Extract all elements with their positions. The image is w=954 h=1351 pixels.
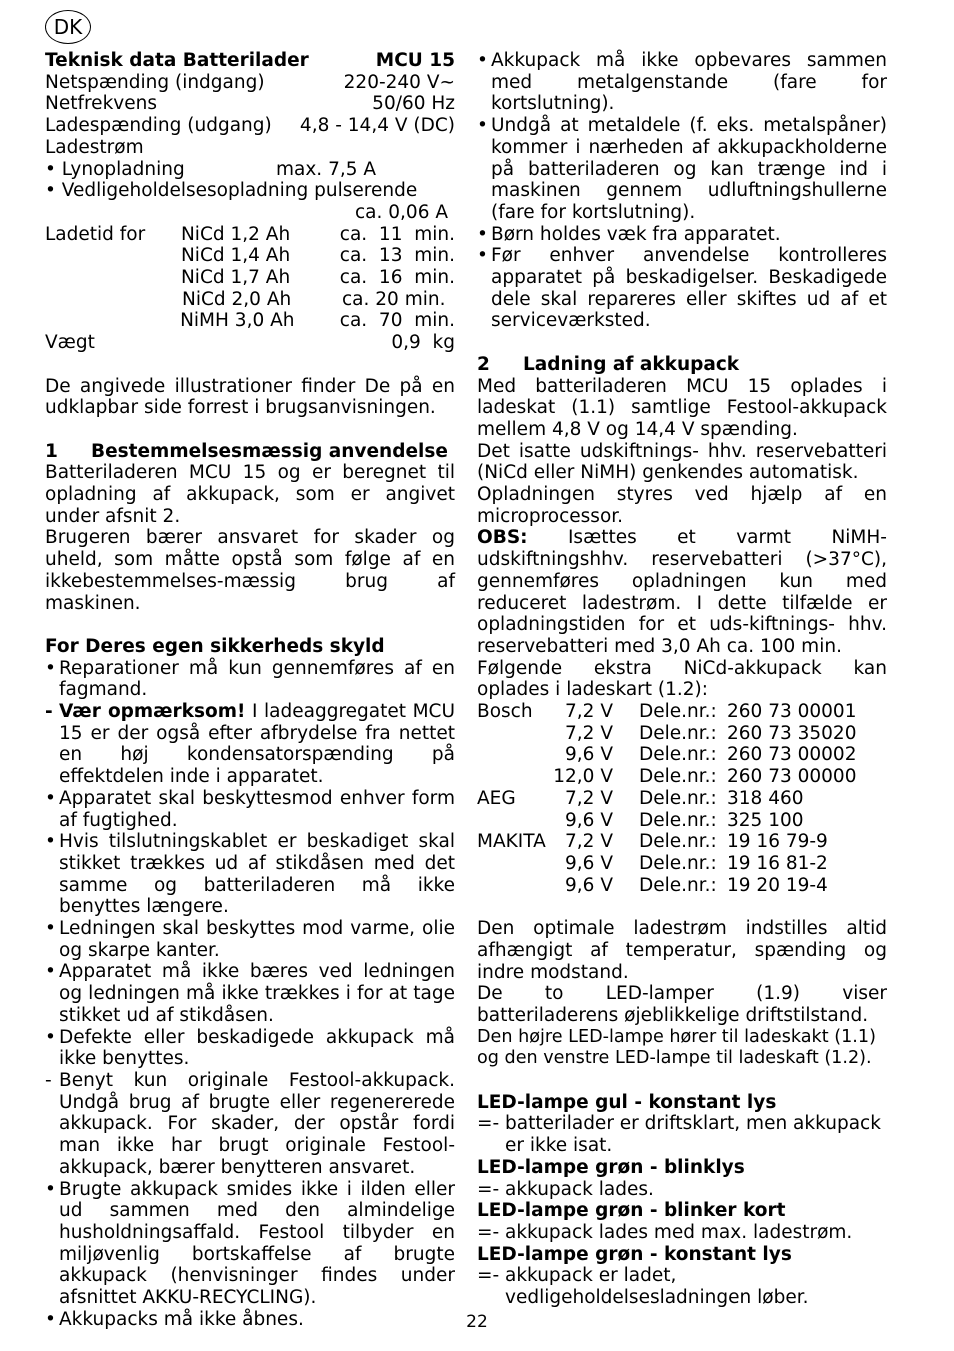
part-number: 325 100	[727, 809, 804, 831]
spec-row	[45, 137, 455, 159]
led-text: akkupack lades.	[505, 1178, 654, 1200]
obs-label: OBS:	[477, 527, 528, 549]
part-row	[477, 723, 856, 745]
safety-item: - Vær opmærksom! I ladeaggregatet MCU 15 er der også efter afbrydelse fra nettet en høj kondensatorspænding på effektdelen inde i apparatet.	[45, 701, 456, 788]
part-number: 260 73 00001	[727, 701, 857, 723]
led-text: akkupack lades med max. ladestrøm.	[505, 1221, 853, 1243]
part-row	[477, 766, 856, 788]
charge-time-label: Ladetid for	[45, 223, 146, 245]
led-description	[477, 1179, 887, 1201]
led-mark: =-	[477, 1178, 500, 1200]
charge-time-row	[45, 224, 455, 246]
safety-item: • Akkupack må ikke opbevares sammen med metalgenstande (fare for kortslutning).	[477, 50, 887, 115]
maint-charge-value: ca. 0,06 A	[355, 201, 448, 223]
obs-text: Isættes et varmt NiMH-udskiftningshhv. reservebatteri (>37°C), gennemføres opladningen kun med reduceret ladestrøm. I dette tilfælde er opladningstiden for et uds-kiftnings- hhv. reservebatteri med 3,0 Ah ca. 100 min.	[477, 527, 887, 657]
section2-paragraph: Den højre LED-lampe hører til ladeskakt (1.1) og den venstre LED-lampe til ladeskaft (1.2).	[477, 1026, 876, 1069]
part-number: 260 73 35020	[727, 722, 857, 744]
led-description	[477, 1265, 887, 1308]
spec-value: 4,8 - 14,4 V (DC)	[299, 115, 455, 137]
part-voltage: 12,0 V	[553, 766, 613, 788]
led-mark: =-	[477, 1221, 500, 1243]
led-title: LED-lampe grøn - konstant lys	[477, 1243, 792, 1265]
charge-battery: NiCd 1,2 Ah	[180, 223, 291, 245]
charge-battery: NiMH 3,0 Ah	[180, 310, 295, 332]
parts-table	[477, 701, 856, 896]
fast-charge-row	[45, 159, 455, 181]
led-description	[477, 1222, 887, 1244]
safety-item: • Apparatet skal beskyttesmod enhver form af fugtighed.	[45, 787, 455, 831]
part-brand: Bosch	[477, 701, 533, 723]
section1-title: Bestemmelsesmæssig anvendelse	[91, 440, 448, 462]
led-description	[477, 1113, 887, 1156]
safety-title: For Deres egen sikkerheds skyld	[45, 635, 385, 657]
safety-item: • Defekte eller beskadigede akkupack må ikke benyttes.	[45, 1026, 455, 1070]
safety-item: - Benyt kun originale Festool-akkupack. Undgå brug af brugte eller regenererede akkupack. For skader, der opstår fordi man ikke har brugt originale Festool-akkupack, bærer benytteren ansvaret.	[45, 1070, 455, 1178]
led-text: batterilader er driftsklart, men akkupack er ikke isat.	[505, 1113, 881, 1157]
led-text: akkupack er ladet, vedligeholdelsesladningen løber.	[505, 1265, 809, 1309]
part-voltage: 7,2 V	[565, 787, 613, 809]
weight-row	[45, 332, 455, 354]
spec-row	[45, 115, 455, 137]
part-number-label: Dele.nr.:	[639, 853, 717, 874]
part-row	[477, 788, 856, 810]
part-brand: AEG	[477, 787, 516, 809]
part-brand	[477, 723, 549, 745]
part-number-label: Dele.nr.:	[639, 831, 717, 853]
right-column	[477, 50, 887, 1309]
part-number-label: Dele.nr.:	[639, 722, 717, 744]
part-row	[477, 853, 856, 875]
section2-paragraph: Med batteriladeren MCU 15 oplades i ladeskat (1.1) samtlige Festool-akkupack mellem 4,8 V og 14,4 V spænding.	[477, 375, 887, 440]
tech-model: MCU 15	[375, 50, 455, 71]
charge-time: ca. 16 min.	[339, 267, 455, 289]
safety-item: • Akkupacks må ikke åbnes.	[45, 1308, 304, 1330]
part-voltage: 7,2 V	[565, 831, 613, 853]
spec-value: 50/60 Hz	[372, 93, 455, 115]
part-voltage: 9,6 V	[565, 809, 613, 831]
maint-charge-label: • Vedligeholdelsesopladning pulserende	[45, 180, 418, 202]
section1-number: 1	[45, 440, 58, 462]
led-title: LED-lampe grøn - blinklys	[477, 1156, 745, 1178]
tech-title: Teknisk data Batterilader	[45, 50, 309, 71]
part-brand	[477, 853, 549, 875]
charge-time: ca. 11 min.	[339, 223, 455, 245]
part-voltage: 9,6 V	[565, 874, 613, 896]
section2-paragraph: Opladningen styres ved hjælp af en microprocessor.	[477, 484, 887, 527]
section1-paragraph: Brugeren bærer ansvaret for skader og uheld, som måtte opstå som følge af en ikkebestemmelses-mæssig brug af maskinen.	[45, 527, 455, 614]
section1-paragraph: Batteriladeren MCU 15 og er beregnet til opladning af akkupack, som er angivet under afsnit 2.	[45, 462, 455, 527]
safety-item: • Børn holdes væk fra apparatet.	[477, 223, 781, 245]
part-number: 19 20 19-4	[727, 874, 828, 896]
safety-item: • Brugte akkupack smides ikke i ilden eller ud sammen med den almindelige husholdningsaffald. Festool tilbyder en miljøvenlig bortskaffelse af brugte akkupack (henvisninger findes under afsnittet AKKU-RECYCLING).	[45, 1178, 455, 1309]
charge-battery: NiCd 1,7 Ah	[180, 267, 291, 289]
led-title: LED-lampe gul - konstant lys	[477, 1091, 777, 1113]
part-voltage: 7,2 V	[565, 701, 613, 723]
charge-time: ca. 13 min.	[339, 245, 455, 267]
part-number-label: Dele.nr.:	[639, 787, 717, 809]
led-list	[477, 1092, 887, 1309]
part-brand	[477, 810, 549, 832]
charge-time-row	[45, 289, 455, 311]
safety-item: • Apparatet må ikke bæres ved ledningen og ledningen må ikke trækkes i for at tage stikket ud af stikdåsen.	[45, 961, 455, 1026]
obs-paragraph	[477, 527, 887, 657]
safety-item: • Hvis tilslutningskablet er beskadiget skal stikket trækkes ud af stikdåsen med det samme og batteriladeren må ikke benyttes længere.	[45, 831, 455, 918]
spec-row	[45, 72, 455, 94]
part-voltage: 9,6 V	[565, 744, 613, 766]
part-number: 19 16 79-9	[727, 831, 828, 853]
part-brand	[477, 744, 549, 766]
section2-paragraph: De to LED-lamper (1.9) viser batteriladerens øjeblikkelige driftstilstand.	[477, 983, 887, 1026]
part-brand	[477, 875, 549, 897]
part-voltage: 9,6 V	[565, 853, 613, 874]
section1-heading	[45, 441, 455, 463]
part-row	[477, 744, 856, 766]
safety-item: • Før enhver anvendelse kontrolleres apparatet på beskadigelser. Beskadigede dele skal repareres eller skiftes ud af et serviceværksted.	[477, 245, 887, 332]
part-number-label: Dele.nr.:	[639, 701, 717, 723]
charge-time-row	[45, 267, 455, 289]
charge-time-row	[45, 245, 455, 267]
part-number-label: Dele.nr.:	[639, 809, 717, 831]
illustrations-note: De angivede illustrationer finder De på en udklapbar side forrest i brugsanvisningen.	[45, 375, 455, 419]
led-mark: =-	[477, 1265, 500, 1287]
part-brand: MAKITA	[477, 831, 546, 853]
extra-intro: Følgende ekstra NiCd-akkupack kan oplades i ladeskart (1.2):	[477, 657, 887, 701]
section2-paragraph: Den optimale ladestrøm indstilles altid afhængigt af temperatur, spænding og indre modstand.	[477, 918, 887, 983]
safety-item: • Ledningen skal beskyttes mod varme, olie og skarpe kanter.	[45, 918, 455, 961]
part-row	[477, 875, 856, 897]
part-number: 318 460	[727, 787, 804, 809]
charge-time: ca. 70 min.	[339, 310, 455, 332]
part-voltage: 7,2 V	[565, 722, 613, 744]
charge-battery: NiCd 2,0 Ah	[182, 288, 292, 310]
section2-title: Ladning af akkupack	[523, 353, 740, 375]
safety-item: • Reparationer må kun gennemføres af en fagmand.	[45, 657, 455, 701]
part-number-label: Dele.nr.:	[639, 766, 717, 788]
part-number: 260 73 00000	[727, 766, 857, 788]
section2-heading	[477, 354, 887, 376]
charge-battery: NiCd 1,4 Ah	[180, 245, 291, 267]
section2-number: 2	[477, 353, 490, 375]
warning-label: Vær opmærksom!	[59, 701, 246, 723]
part-brand	[477, 766, 549, 788]
part-number: 260 73 00002	[727, 744, 857, 766]
section2-paragraph: Det isatte udskiftnings- hhv. reservebatteri (NiCd eller NiMH) genkendes automatisk.	[477, 440, 887, 484]
spec-value: 220-240 V~	[343, 71, 455, 93]
spec-row	[45, 93, 455, 115]
left-column	[45, 50, 455, 1330]
safety-item: • Undgå at metaldele (f. eks. metalspåner) kommer i nærheden af akkupackholderne på batteriladeren og kan trænge ind i maskinen gennem udluftningshullerne (fare for kortslutning).	[477, 115, 887, 223]
language-badge: DK	[45, 10, 91, 44]
part-row	[477, 701, 856, 723]
fast-charge-label: • Lynopladning	[45, 158, 185, 180]
spec-label: Netfrekvens	[45, 93, 157, 115]
part-row	[477, 810, 856, 832]
tech-header	[45, 50, 455, 72]
part-row	[477, 831, 856, 853]
weight-value: 0,9 kg	[391, 332, 455, 354]
led-mark: =-	[477, 1113, 500, 1135]
part-number: 19 16 81-2	[727, 853, 828, 874]
led-title: LED-lampe grøn - blinker kort	[477, 1200, 786, 1222]
spec-label: Ladestrøm	[45, 136, 144, 158]
charge-time-row	[45, 310, 455, 332]
part-number-label: Dele.nr.:	[639, 874, 717, 896]
weight-label: Vægt	[45, 332, 95, 354]
part-number-label: Dele.nr.:	[639, 744, 717, 766]
fast-charge-value: max. 7,5 A	[276, 158, 377, 180]
charge-time: ca. 20 min.	[342, 288, 446, 310]
spec-label: Ladespænding (udgang)	[45, 115, 272, 137]
spec-label: Netspænding (indgang)	[45, 71, 265, 93]
page-number: 22	[466, 1312, 488, 1332]
